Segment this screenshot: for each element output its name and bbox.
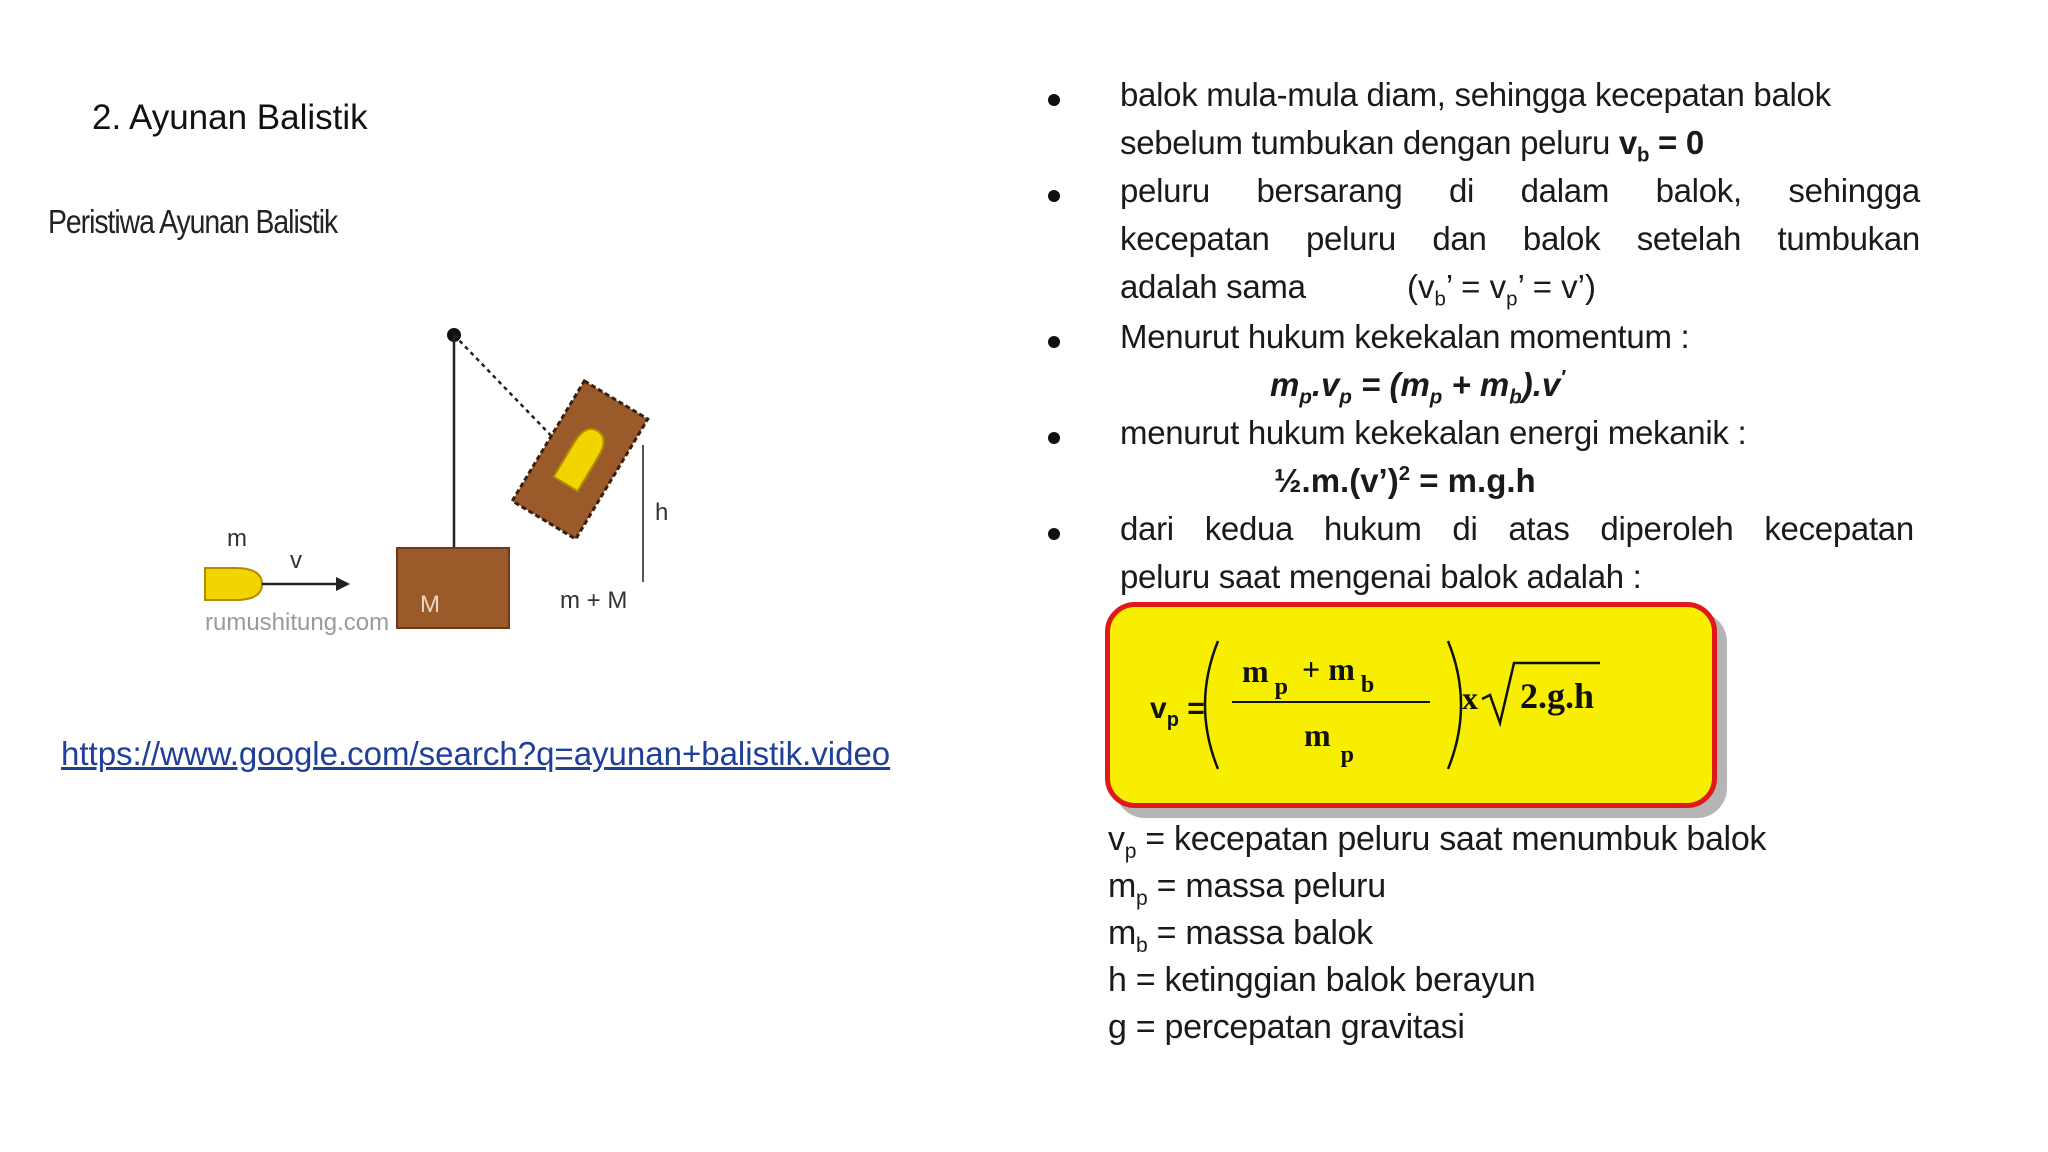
velocity-arrow-head: [336, 577, 350, 591]
legend-item: $m_p$ = massa peluru: [1108, 867, 1386, 910]
slide-title: 2. Ayunan Balistik: [92, 98, 368, 137]
momentum-equation: $m_p.v_p = (m_p + m_b).v'$: [1270, 366, 1566, 409]
bullet-dot: [1048, 528, 1060, 540]
note-4-line-1: menurut hukum kekekalan energi mekanik :: [1120, 414, 1747, 451]
note-2-line-2: kecepatan peluru dan balok setelah tumbukan: [1120, 220, 1920, 257]
combined-mass-label: m + M: [560, 587, 628, 614]
formula-denominator: $m_p$: [1304, 717, 1355, 768]
formula-lhs: $v_p$ =: [1150, 692, 1205, 731]
bullet-dot: [1048, 94, 1060, 106]
note-2-line-3: adalah sama: [1120, 268, 1306, 305]
swung-string-dotted: [454, 335, 562, 447]
formula-numerator: m $_p$ + m $_b$: [1242, 651, 1375, 700]
bullet-dot: [1048, 432, 1060, 444]
legend-item: g = percepatan gravitasi: [1108, 1008, 1465, 1046]
bullet-dot: [1048, 190, 1060, 202]
equal-velocity-equation: ($v_b$’ = $v_p$’ = v’): [1407, 268, 1597, 311]
radicand: 2.g.h: [1520, 676, 1595, 716]
bullet-shape: [205, 568, 262, 600]
block-mass-label: M: [420, 591, 440, 618]
note-1-line-1: balok mula-mula diam, sehingga kecepatan balok: [1120, 76, 1831, 113]
times-sign: x: [1462, 680, 1478, 716]
source-link[interactable]: https://www.google.com/search?q=ayunan+balistik.video: [61, 735, 891, 772]
note-5-line-2: peluru saat mengenai balok adalah :: [1120, 558, 1642, 595]
left-paren: [1205, 641, 1218, 769]
diagram-title: Peristiwa Ayunan Balistik: [48, 203, 338, 240]
note-2-line-1: peluru bersarang di dalam balok, sehingga: [1120, 172, 1920, 209]
velocity-formula: [1110, 607, 1712, 803]
legend-item: $v_p$ = kecepatan peluru saat menumbuk balok: [1108, 820, 1767, 863]
legend-item: $m_b$ = massa balok: [1108, 914, 1373, 957]
block-at-rest: [397, 548, 509, 628]
legend-item: h = ketinggian balok berayun: [1108, 961, 1536, 999]
velocity-label: v: [290, 547, 302, 574]
note-5-line-1: dari kedua hukum di atas diperoleh kecepatan: [1120, 510, 1914, 547]
ballistic-pendulum-diagram: [190, 310, 710, 640]
height-label: h: [655, 499, 669, 526]
note-1-line-2: sebelum tumbukan dengan peluru $v_b = 0$: [1120, 124, 1704, 167]
swung-block: [512, 381, 648, 539]
energy-equation: ½.m.(v’)$^2$ = m.g.h: [1274, 462, 1536, 499]
bullet-dot: [1048, 336, 1060, 348]
bullet-mass-label: m: [227, 525, 247, 552]
note-3-line-1: Menurut hukum kekekalan momentum :: [1120, 318, 1690, 355]
right-paren: [1448, 641, 1461, 769]
formula-box: [1105, 602, 1717, 808]
watermark: rumushitung.com: [205, 609, 390, 636]
